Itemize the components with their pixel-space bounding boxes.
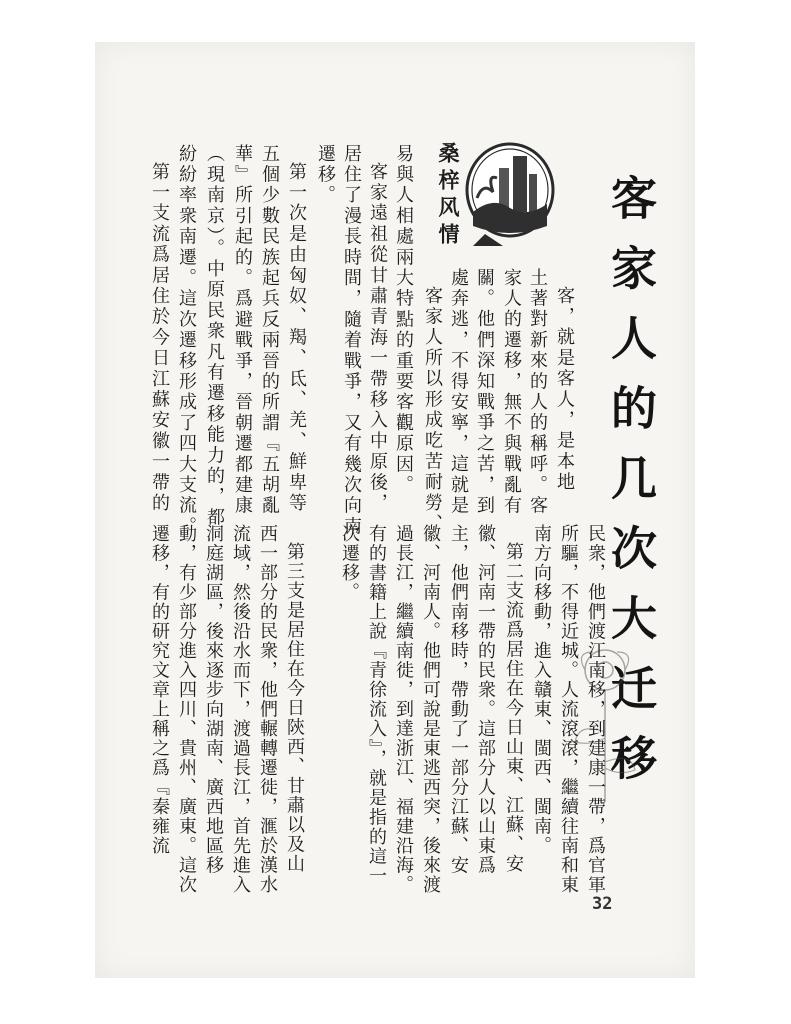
text-column: 徽、河南一帶的民衆。這部分人以山東爲 bbox=[475, 524, 496, 875]
text-column: 華』所引起的。爲避戰爭，晉朝遷都建康 bbox=[232, 144, 253, 517]
column-emblem-icon bbox=[463, 134, 557, 252]
text-column: 第一支流爲居住於今日江蘇安徽一帶的 bbox=[149, 162, 170, 514]
text-column: 處奔逃，不得安寧，這就是 bbox=[448, 268, 469, 517]
text-column: 徽、河南人。他們可說是東逃西突，後來渡 bbox=[420, 524, 441, 895]
text-column: 次遷移。 bbox=[339, 524, 360, 602]
text-column: 土著對新來的人的稱呼。客 bbox=[527, 268, 548, 517]
text-column: 遷移，有的研究文章上稱之爲『秦雍流 bbox=[149, 524, 170, 856]
text-column: 客家遠祖從甘肅青海一帶移入中原後， bbox=[367, 162, 388, 514]
show-through-text bbox=[675, 82, 695, 98]
text-column: 紛紛率衆南遷。這次遷移形成了四大支流。 bbox=[176, 144, 197, 538]
text-column: 流域，然後沿水而下，渡過長江，首先進入 bbox=[230, 524, 251, 895]
column-label: 桑梓风情 bbox=[436, 142, 461, 250]
text-column: 易與人相處兩大特點的重要客觀原因。 bbox=[393, 144, 414, 496]
text-column: 西一部分的民衆，他們輾轉遷徙，滙於漢水 bbox=[257, 524, 278, 895]
text-column: 客家人所以形成吃苦耐勞、 bbox=[422, 286, 443, 535]
text-column: 遷移。 bbox=[315, 144, 336, 207]
text-column: 所驅，不得近城。人流滾滾，繼續往南和東 bbox=[558, 524, 579, 895]
text-column: 居住了漫長時間，隨着戰爭，又有幾次向南 bbox=[341, 144, 362, 538]
text-column: 關。他們深知戰爭之苦，到 bbox=[474, 268, 495, 517]
text-column: 第三支是居住在今日陝西、甘肅以及山 bbox=[284, 542, 305, 874]
text-column: 民衆，他們渡江南移，到建康一帶，爲官軍 bbox=[585, 524, 606, 895]
text-column: 家人的遷移，無不與戰亂有 bbox=[501, 268, 522, 517]
text-column: 有的書籍上說『青徐流入』，就是指的這一 bbox=[366, 524, 387, 886]
text-column: （現南京）。中原民衆凡有遷移能力的，都 bbox=[204, 144, 225, 529]
text-column: 第二支流爲居住在今日山東、江蘇、安 bbox=[503, 542, 524, 874]
text-column: 五個少數民族起兵反兩晉的所謂『五胡亂 bbox=[259, 144, 280, 517]
book-page bbox=[95, 42, 695, 978]
text-column: 第一次是由匈奴、羯、氐、羌、鮮卑等 bbox=[286, 162, 307, 514]
text-column: 南方向移動，進入贛東、閩西、閩南。 bbox=[531, 524, 552, 856]
text-column: 洞庭湖區，後來逐步向湖南、廣西地區移 bbox=[203, 524, 224, 875]
page-number: 32 bbox=[592, 894, 613, 914]
text-column: 過長江，繼續南徙，到達浙江、福建沿海。 bbox=[393, 524, 414, 895]
article-title: 客家人的几次大迁移 bbox=[604, 174, 658, 804]
text-column: 動，有少部分進入四川、貴州、廣東。這次 bbox=[176, 524, 197, 895]
text-column: 主，他們南移時，帶動了一部分江蘇、安 bbox=[448, 524, 469, 875]
text-column: 客，就是客人，是本地 bbox=[554, 286, 575, 493]
